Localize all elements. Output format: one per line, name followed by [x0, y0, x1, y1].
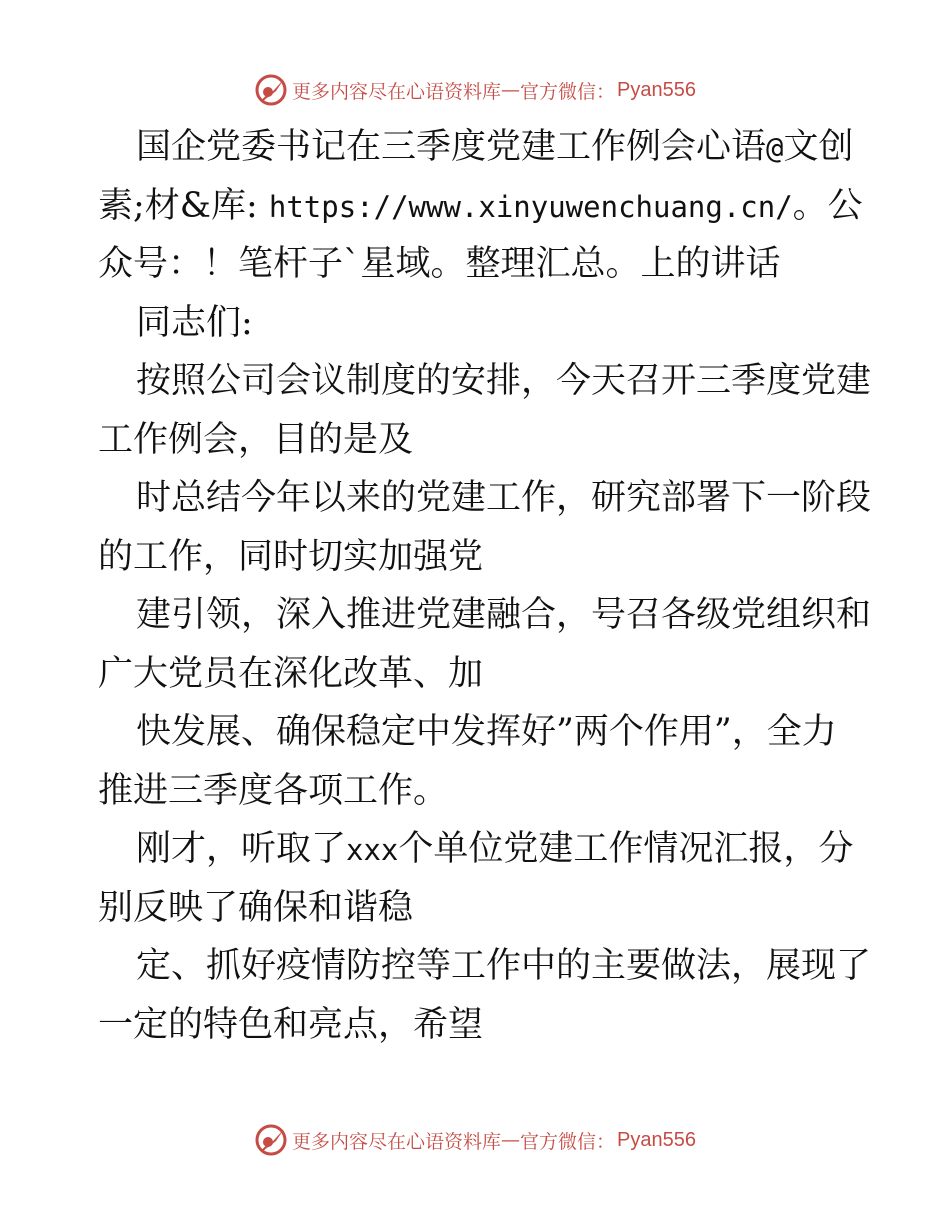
greeting: 同志们:	[136, 302, 253, 343]
title-source-label: 素;材&库:	[98, 185, 269, 226]
title-text: 国企党委书记在三季度党建工作例会心语	[136, 127, 767, 167]
paragraph-6-line-2: 一定的特色和亮点，希望	[98, 1004, 484, 1045]
paragraph-5-placeholder: xxx	[346, 833, 399, 867]
title-line-2	[98, 177, 863, 236]
banner-separator: —	[501, 79, 521, 101]
paragraph-1-line-2: 工作例会，目的是及	[98, 419, 414, 460]
title-line-1	[98, 118, 858, 177]
paragraph-5-text-b: 个单位党建工作情况汇报，分	[398, 829, 854, 869]
paragraph-5-line-2: 别反映了确保和谐稳	[98, 887, 414, 928]
paragraph-3-line-2: 广大党员在深化改革、加	[98, 653, 484, 694]
paragraph-1-line-1: 按照公司会议制度的安排，今天召开三季度党建	[136, 361, 872, 401]
quill-logo-icon	[254, 73, 288, 107]
paragraph-5-line-1	[98, 820, 858, 879]
footer-banner	[0, 1120, 950, 1160]
quill-logo-icon	[254, 1123, 288, 1157]
paragraph-6-line-1: 定、抓好疫情防控等工作中的主要做法，展现了	[136, 946, 872, 986]
banner-site-name: 更多内容尽在心语资料库	[292, 80, 502, 103]
title-at-sign: @	[766, 131, 784, 165]
paragraph-4-line-1: 快发展、确保稳定中发挥好”两个作用”，全力	[136, 712, 837, 752]
banner-site-name: 更多内容尽在心语资料库	[292, 1130, 502, 1153]
title-text-cont: 。公	[792, 185, 863, 226]
title-url: https://www.xinyuwenchuang.cn/	[268, 189, 793, 224]
paragraph-4-line-2: 推进三季度各项工作。	[98, 770, 449, 811]
banner-separator: —	[501, 1129, 521, 1151]
paragraph-2-line-2: 的工作，同时切实加强党	[98, 536, 484, 577]
title-text-end: 文创	[783, 127, 854, 167]
paragraph-2-line-1: 时总结今年以来的党建工作，研究部署下一阶段	[136, 478, 872, 518]
paragraph-5-text-a: 刚才，听取了	[136, 829, 347, 869]
banner-wechat-id: Pyan556	[617, 78, 696, 101]
title-line-3: 众号：！笔杆子`星域。整理汇总。上的讲话	[98, 244, 781, 284]
paragraph-3-line-1: 建引领，深入推进党建融合，号召各级党组织和	[136, 595, 872, 635]
banner-wechat-label: 官方微信：	[520, 1130, 616, 1153]
document-body	[98, 118, 872, 1054]
banner-wechat-id: Pyan556	[617, 1128, 696, 1151]
banner-wechat-label: 官方微信：	[520, 80, 616, 103]
header-banner	[0, 70, 950, 110]
